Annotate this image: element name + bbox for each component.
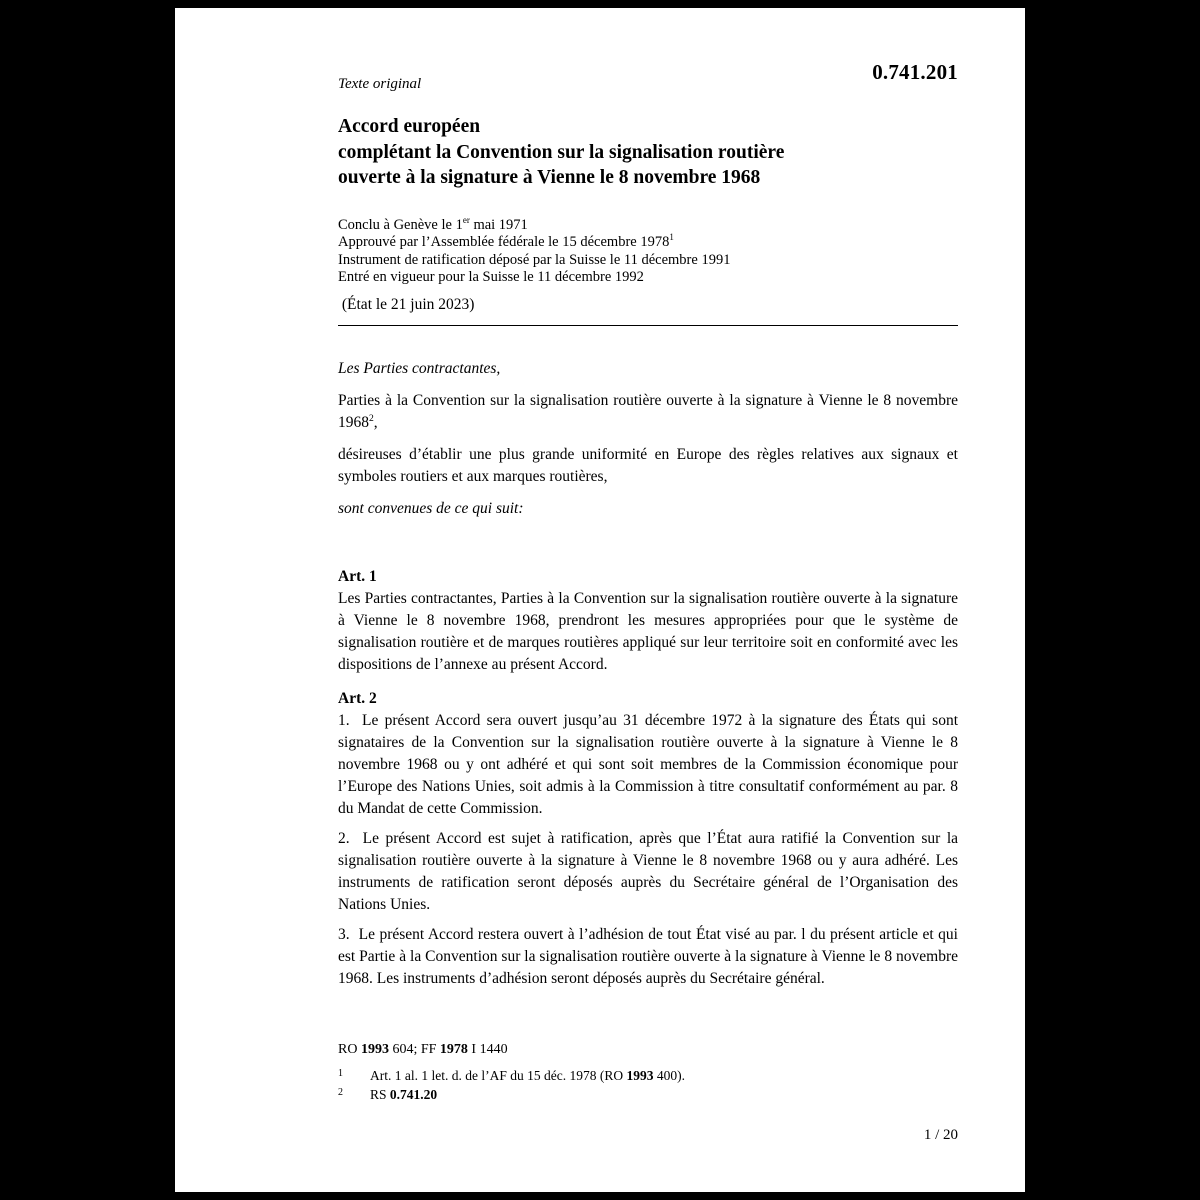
meta-vigueur-line: Entré en vigueur pour la Suisse le 11 décembre 1992 [338, 269, 644, 285]
document-header [338, 60, 958, 104]
document-title [338, 114, 958, 191]
footnote-2 [338, 1085, 958, 1104]
document-code: 0.741.201 [872, 60, 958, 84]
meta-instrument-line: Instrument de ratification déposé par la Suisse le 11 décembre 1991 [338, 251, 731, 268]
footnote-2-text: RS 0.741.20 [370, 1087, 438, 1102]
meta-approuve-line: Approuvé par l’Assemblée fédérale le 15 décembre 1978$^1$ [338, 232, 674, 250]
footnote-ref-2: 2 [369, 412, 374, 424]
header-divider [338, 325, 958, 326]
title-line-3: ouverte à la signature à Vienne le 8 novembre 1968 [338, 167, 761, 188]
article-2-paragraph-2: 2. Le présent Accord est sujet à ratification, après que l’État aura ratifié la Convention sur la signalisation routière ouverte à la signature à Vienne le 8 novembre 1968 ou y aura adhéré. Les instruments de ratification seront déposés auprès du Secrétaire général de l’Organisation des Nations Unies. [338, 829, 958, 913]
article-2-paragraph-3: 3. Le présent Accord restera ouvert à l’adhésion de tout État visé au par. l du présent article et qui est Partie à la Convention sur la signalisation routière ouverte à la signature à Vienne le 8 novembre 1968. Les instruments d’adhésion seront déposés auprès du Secrétaire général. [338, 925, 958, 987]
footnote-1 [338, 1066, 958, 1085]
footnote-2-marker: 2 [338, 1087, 343, 1098]
article-1 [338, 566, 958, 676]
etat-line: (État le 21 juin 2023) [338, 295, 475, 313]
preamble-convenues: sont convenues de ce qui suit: [338, 499, 524, 517]
article-1-paragraph-1: Les Parties contractantes, Parties à la Convention sur la signalisation routière ouverte à la signature à Vienne le 8 novembre 1968, prendront les mesures appropriées pour que le système de signalisation routière et de marques routières appliqué sur leur territoire soit en conformité avec les dispositions de l’annexe au présent Accord. [338, 589, 958, 673]
footnote-1-marker: 1 [338, 1068, 343, 1079]
texte-original-label: Texte original [338, 76, 422, 92]
meta-conclu-line: Conclu à Genève le 1er mai 1971 [338, 214, 528, 233]
footnote-1-text: Art. 1 al. 1 let. d. de l’AF du 15 déc. 1978 (RO 1993 400). [370, 1068, 685, 1083]
page-number: 1 / 20 [923, 1127, 958, 1143]
preamble-intro: Les Parties contractantes, [338, 359, 501, 377]
preamble-parties: Parties à la Convention sur la signalisation routière ouverte à la signature à Vienne le 8 novembre 1968$^2$, [338, 391, 958, 431]
footnote-ro-line: RO 1993 604; FF 1978 I 1440 [338, 1042, 508, 1057]
publication-meta [338, 214, 958, 287]
article-1-heading: Art. 1 [338, 567, 377, 585]
document-page [175, 8, 1025, 1192]
article-2-paragraph-1: 1. Le présent Accord sera ouvert jusqu’au 31 décembre 1972 à la signature des États qui sont signataires de la Convention sur la signalisation routière ouverte à la signature à Vienne le 8 novembre 1968 ou y ont adhéré et qui sont soit membres de la Commission économique pour l’Europe des Nations Unies, soit admis à la Commission à titre consultatif conformément au par. 8 du Mandat de cette Commission. [338, 711, 958, 817]
preamble-desireuses: désireuses d’établir une plus grande uniformité en Europe des règles relatives aux signaux et symboles routiers et aux marques routières, [338, 445, 958, 485]
title-line-1: Accord européen [338, 116, 481, 137]
footnotes [338, 1040, 958, 1104]
article-2 [338, 688, 958, 990]
article-2-heading: Art. 2 [338, 689, 377, 707]
title-line-2: complétant la Convention sur la signalisation routière [338, 141, 785, 163]
superscript-er: er [462, 214, 470, 225]
footnote-ref-1: 1 [669, 232, 674, 243]
preamble [338, 358, 958, 520]
